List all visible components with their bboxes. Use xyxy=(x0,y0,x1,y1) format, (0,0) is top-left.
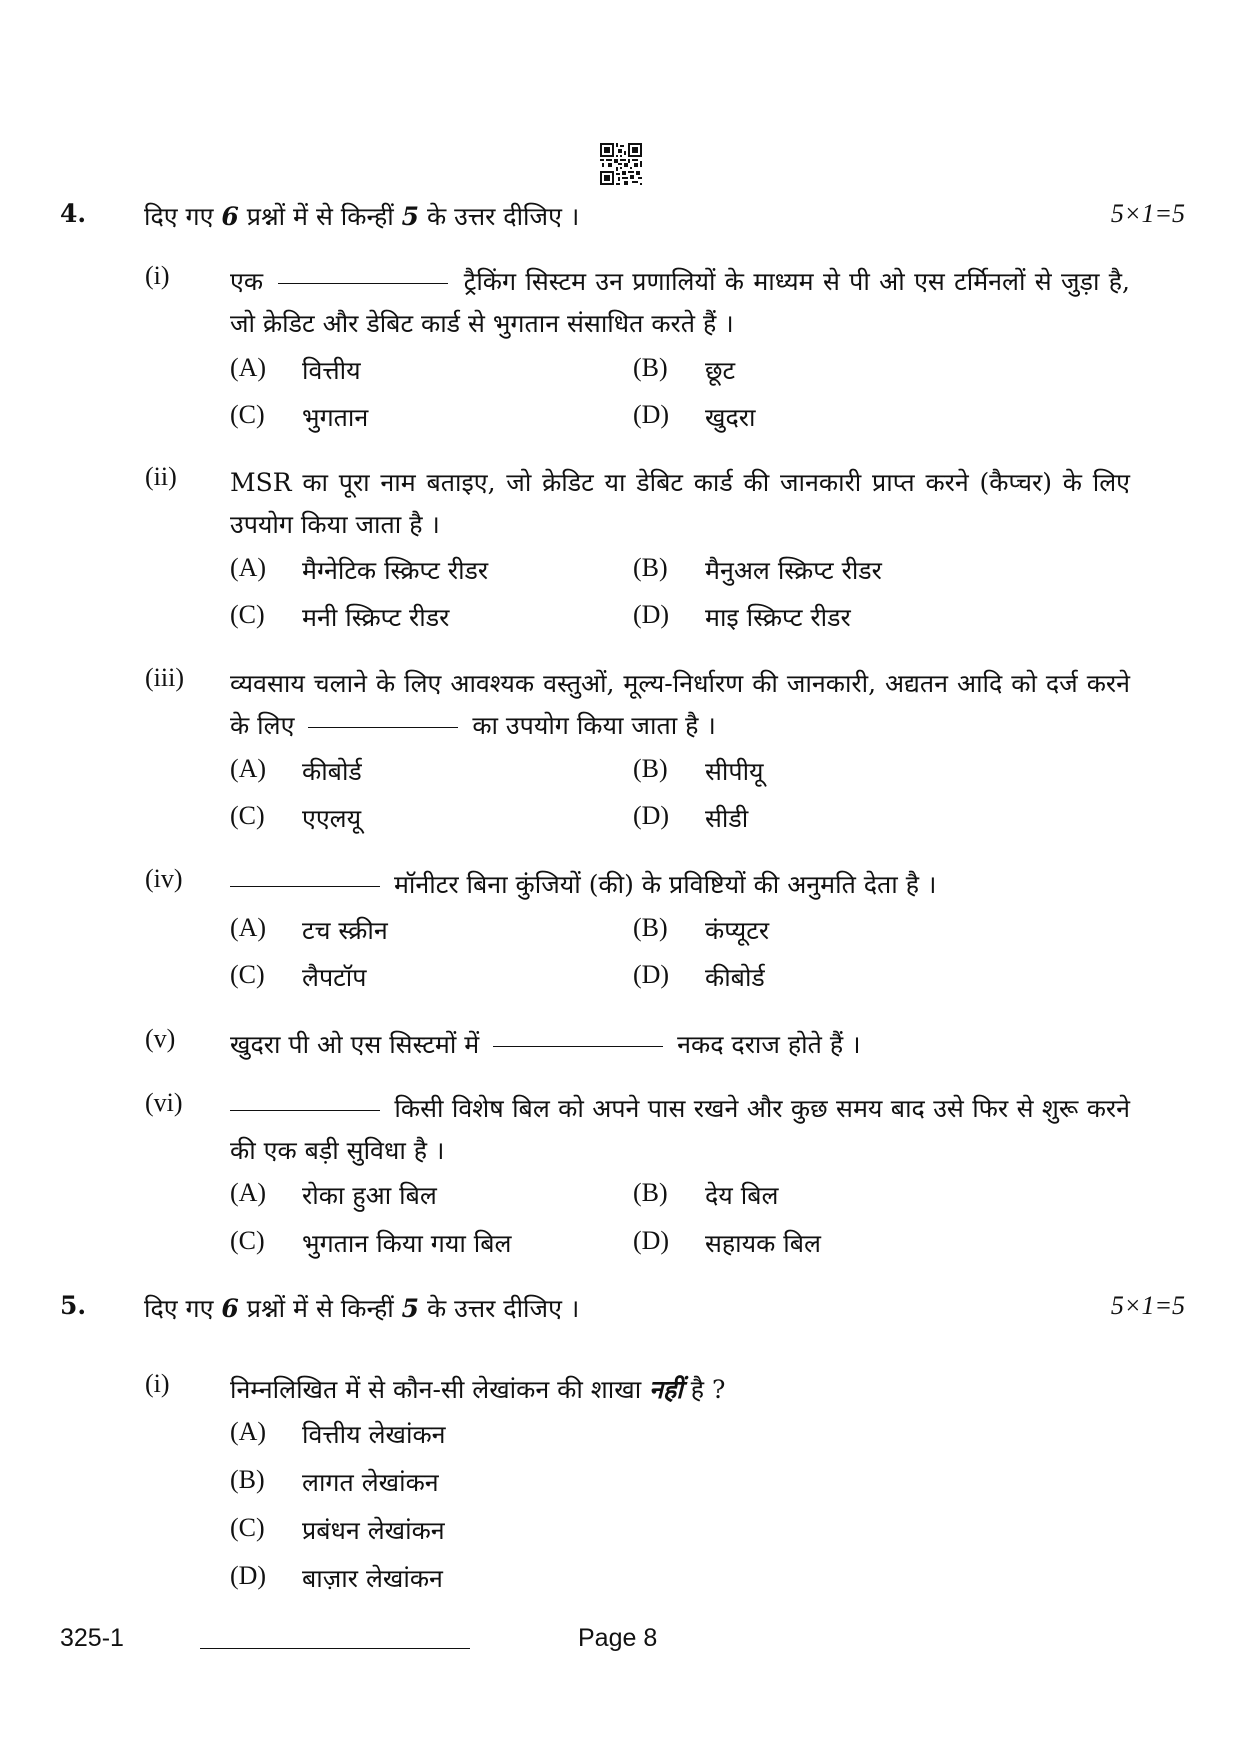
page-number: Page 8 xyxy=(578,1624,658,1652)
question-marks: 5×1=5 xyxy=(1110,199,1185,228)
question-instruction: दिए गए 6 प्रश्नों में से किन्हीं 5 के उत्तर दीजिए । xyxy=(144,1294,580,1323)
fill-blank xyxy=(230,1110,380,1111)
fill-blank xyxy=(493,1046,663,1047)
fill-blank xyxy=(278,283,448,284)
sub-question-number: (ii) xyxy=(145,462,177,491)
sub-question-number: (iv) xyxy=(145,864,183,893)
sub-question-number: (vi) xyxy=(145,1088,183,1117)
sub-question-number: (v) xyxy=(145,1024,176,1053)
sub-question-stem: एक ट्रैकिंग सिस्टम उन प्रणालियों के माध्यम से पी ओ एस टर्मिनलों से जुड़ा है, जो क्रेडिट और डेबिट कार्ड से भुगतान संसाधित करते हैं । xyxy=(230,267,1130,338)
sub-question-number: (i) xyxy=(145,1369,170,1398)
sub-question-stem: निम्नलिखित में से कौन-सी लेखांकन की शाखा नहीं है ? xyxy=(230,1375,726,1404)
sub-question-stem: मॉनीटर बिना कुंजियों (की) के प्रविष्टियों की अनुमति देता है । xyxy=(230,864,1130,906)
question-marks: 5×1=5 xyxy=(1110,1291,1185,1320)
fill-blank xyxy=(308,727,458,728)
question-instruction: दिए गए 6 प्रश्नों में से किन्हीं 5 के उत्तर दीजिए । xyxy=(144,202,580,231)
sub-question-stem: व्यवसाय चलाने के लिए आवश्यक वस्तुओं, मूल्य-निर्धारण की जानकारी, अद्यतन आदि को दर्ज करने के लिए का उपयोग किया जाता है । xyxy=(230,669,1130,740)
sub-question-number: (i) xyxy=(145,261,170,290)
sub-question-number: (iii) xyxy=(145,663,184,692)
question-5-header xyxy=(60,1291,1185,1335)
fill-blank xyxy=(230,886,380,887)
sub-question-stem: खुदरा पी ओ एस सिस्टमों में नकद दराज होते हैं । xyxy=(230,1030,861,1059)
footer-divider xyxy=(200,1648,470,1649)
sub-question-stem: किसी विशेष बिल को अपने पास रखने और कुछ समय बाद उसे फिर से शुरू करने की एक बड़ी सुविधा है । xyxy=(230,1094,1130,1165)
exam-page: 4. दिए गए 6 प्रश्नों में से किन्हीं 5 के उत्तर दीजिए । 5×1=5 (i) एक ट्रैकिंग सिस्टम उन प्रणालियों के माध्यम से पी ओ एस टर्मिनलों से जुड़ा है, जो क्रेडिट और डेबिट कार्ड से भुगतान संसाधित करते हैं । (A) वित्तीय (B) छूट (C) भुगतान (D) खुदरा (ii) MSR का पूरा नाम बताइए, जो क्रेडिट या डेबिट कार्ड की जानकारी प्राप्त करने (कैप्चर) के लिए उपयोग किया जाता है । (A) मैग्नेटिक स्क्रिप्ट रीडर (B) मैनुअल स्क्रिप्ट रीडर (C) मनी स्क्रिप्ट रीडर (D) माइ स्क्रिप्ट रीडर (iii) व्यवसाय चलाने के लिए आवश्यक वस्तुओं, मूल्य-निर्धारण की जानकारी, अद्यतन आदि को दर्ज करने के लिए का उपयोग किया जाता है । (A) कीबोर्ड (B) सीपीयू (C) एएलयू (D) सीडी (iv) मॉनीटर बिना कुंजियों (की) के प्रविष्टियों की अनुमति देता है । (A) टच स्क्रीन (B) कंप्यूटर (C) लैपटॉप (D) कीबोर्ड (v) खुदरा पी ओ एस सिस्टमों में नकद दराज होते हैं । (vi) किसी विशेष बिल को अपने पास रखने और कुछ समय बाद उसे फिर से शुरू करने की एक बड़ी सुविधा है । (A) रोका हुआ बिल (B) देय बिल (C) भुगतान किया गया बिल (D) सहायक बिल 5. दिए गए 6 प्रश्नों में से किन्हीं 5 के उत्तर दीजिए । 5×1=5 (i) निम्नलिखित में से कौन-सी लेखांकन की शाखा नहीं है ? (A) वित्तीय लेखांकन (B) लागत लेखांकन (C) प्रबंधन लेखांकन (D) बाज़ार लेखांकन 325-1 Page 8 xyxy=(0,0,1241,1754)
qr-code-icon xyxy=(600,143,642,185)
sub-question-stem: MSR का पूरा नाम बताइए, जो क्रेडिट या डेबिट कार्ड की जानकारी प्राप्त करने (कैप्चर) के लिए उपयोग किया जाता है । xyxy=(230,468,1130,539)
question-number: 5. xyxy=(60,1291,87,1320)
question-number: 4. xyxy=(60,199,87,228)
paper-code: 325-1 xyxy=(60,1624,124,1652)
question-4-header xyxy=(60,199,1185,243)
